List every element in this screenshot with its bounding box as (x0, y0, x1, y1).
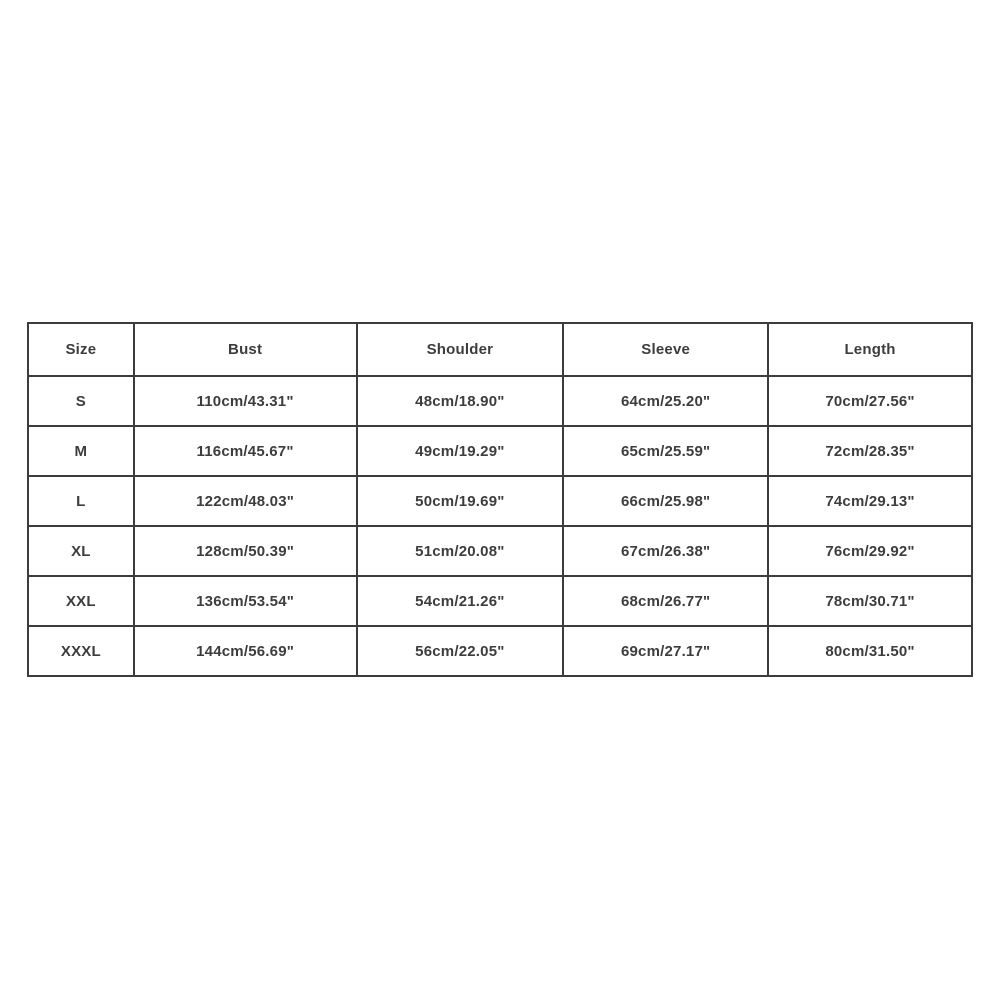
cell-length: 76cm/29.92" (768, 526, 972, 576)
cell-shoulder: 50cm/19.69" (357, 476, 564, 526)
cell-length: 70cm/27.56" (768, 376, 972, 426)
cell-sleeve: 64cm/25.20" (563, 376, 768, 426)
column-header-shoulder: Shoulder (357, 323, 564, 376)
table-row-s (28, 376, 972, 426)
cell-size: S (28, 376, 134, 426)
cell-shoulder: 48cm/18.90" (357, 376, 564, 426)
column-header-sleeve: Sleeve (563, 323, 768, 376)
cell-shoulder: 49cm/19.29" (357, 426, 564, 476)
header-row (28, 323, 972, 376)
table-row-xxl (28, 576, 972, 626)
cell-sleeve: 69cm/27.17" (563, 626, 768, 676)
column-header-length: Length (768, 323, 972, 376)
cell-bust: 116cm/45.67" (134, 426, 357, 476)
cell-size: XXL (28, 576, 134, 626)
cell-shoulder: 56cm/22.05" (357, 626, 564, 676)
cell-sleeve: 68cm/26.77" (563, 576, 768, 626)
cell-sleeve: 67cm/26.38" (563, 526, 768, 576)
table-row-l (28, 476, 972, 526)
cell-length: 74cm/29.13" (768, 476, 972, 526)
cell-bust: 122cm/48.03" (134, 476, 357, 526)
cell-bust: 144cm/56.69" (134, 626, 357, 676)
cell-length: 80cm/31.50" (768, 626, 972, 676)
cell-bust: 136cm/53.54" (134, 576, 357, 626)
cell-sleeve: 65cm/25.59" (563, 426, 768, 476)
size-chart-table-container (27, 322, 973, 677)
size-chart-table (27, 322, 973, 677)
cell-shoulder: 54cm/21.26" (357, 576, 564, 626)
cell-sleeve: 66cm/25.98" (563, 476, 768, 526)
cell-length: 78cm/30.71" (768, 576, 972, 626)
cell-size: M (28, 426, 134, 476)
table-row-m (28, 426, 972, 476)
table-row-xl (28, 526, 972, 576)
column-header-size: Size (28, 323, 134, 376)
table-row-xxxl (28, 626, 972, 676)
column-header-bust: Bust (134, 323, 357, 376)
cell-bust: 110cm/43.31" (134, 376, 357, 426)
cell-size: L (28, 476, 134, 526)
cell-size: XL (28, 526, 134, 576)
cell-bust: 128cm/50.39" (134, 526, 357, 576)
cell-size: XXXL (28, 626, 134, 676)
cell-shoulder: 51cm/20.08" (357, 526, 564, 576)
cell-length: 72cm/28.35" (768, 426, 972, 476)
